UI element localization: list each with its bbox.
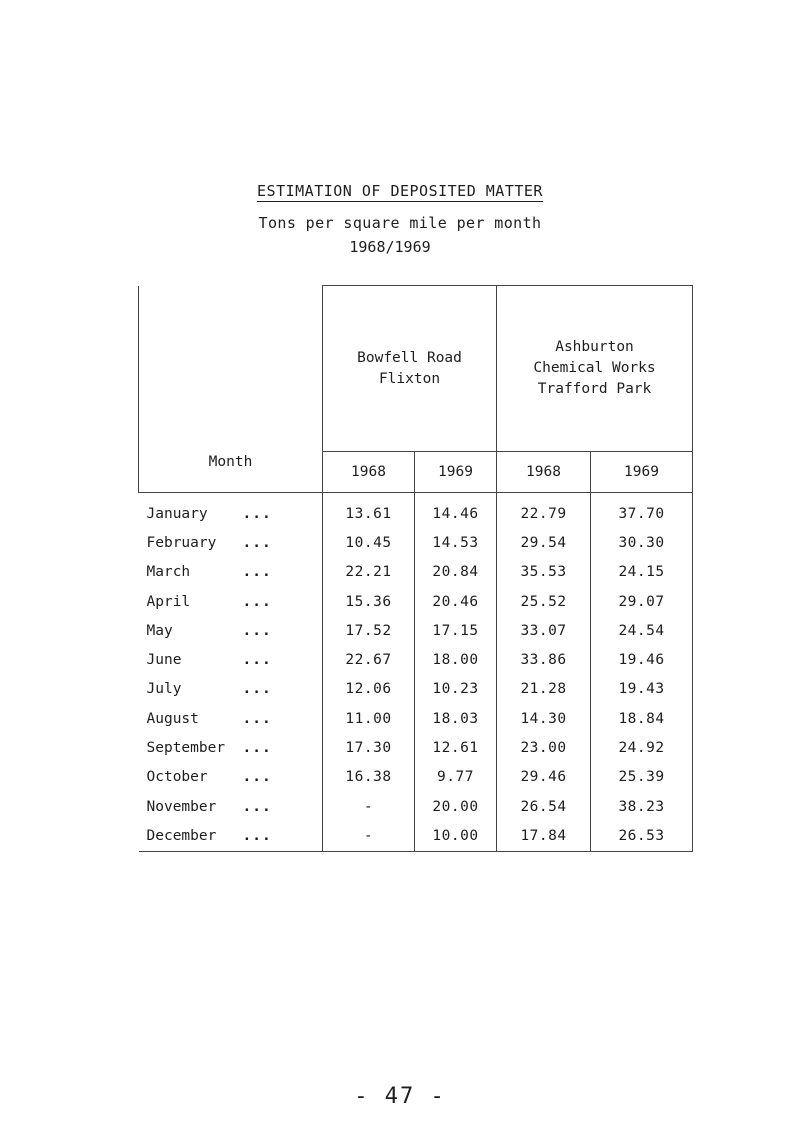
leader-dots: ... bbox=[242, 652, 272, 669]
month-name: November bbox=[146, 798, 217, 815]
month-gap bbox=[216, 828, 242, 844]
value-cell: 17.30 bbox=[323, 733, 415, 762]
month-name: June bbox=[146, 652, 182, 669]
value-cell: 18.00 bbox=[415, 645, 497, 674]
table-row bbox=[139, 558, 693, 587]
value-cell: 22.21 bbox=[323, 558, 415, 587]
value-cell: 18.03 bbox=[415, 704, 497, 733]
value-cell: 38.23 bbox=[591, 792, 693, 821]
month-column-header: Month bbox=[139, 286, 323, 493]
value-cell: 19.46 bbox=[591, 645, 693, 674]
deposited-matter-table bbox=[138, 285, 693, 852]
month-gap bbox=[190, 564, 242, 580]
month-name: February bbox=[146, 534, 217, 551]
year-header: 1969 bbox=[591, 452, 693, 493]
year-header: 1969 bbox=[415, 452, 497, 493]
group-header-line: Chemical Works bbox=[533, 360, 656, 376]
leader-dots: ... bbox=[242, 769, 272, 786]
value-cell: 25.39 bbox=[591, 763, 693, 792]
leader-dots: ... bbox=[242, 798, 272, 815]
value-cell: 13.61 bbox=[323, 493, 415, 529]
month-name: January bbox=[146, 505, 208, 522]
document-years: 1968/1969 bbox=[349, 238, 431, 256]
value-cell: 14.46 bbox=[415, 493, 497, 529]
table-row bbox=[139, 763, 693, 792]
value-cell: 29.07 bbox=[591, 587, 693, 616]
document-subtitle: Tons per square mile per month bbox=[258, 214, 542, 232]
table-row bbox=[139, 675, 693, 704]
value-cell: 29.54 bbox=[497, 528, 591, 557]
month-cell bbox=[139, 704, 323, 733]
month-name: May bbox=[146, 622, 173, 639]
document-title bbox=[0, 182, 800, 200]
value-cell: 35.53 bbox=[497, 558, 591, 587]
month-cell bbox=[139, 528, 323, 557]
leader-dots: ... bbox=[242, 681, 272, 698]
month-gap bbox=[190, 594, 242, 610]
value-cell: 16.38 bbox=[323, 763, 415, 792]
value-cell: 29.46 bbox=[497, 763, 591, 792]
table-row bbox=[139, 645, 693, 674]
table-row bbox=[139, 792, 693, 821]
month-cell bbox=[139, 558, 323, 587]
value-cell: 9.77 bbox=[415, 763, 497, 792]
leader-dots: ... bbox=[242, 505, 272, 522]
table-body bbox=[139, 493, 693, 852]
value-cell: 20.00 bbox=[415, 792, 497, 821]
value-cell: 12.61 bbox=[415, 733, 497, 762]
value-cell: 19.43 bbox=[591, 675, 693, 704]
value-cell: 24.92 bbox=[591, 733, 693, 762]
month-cell bbox=[139, 763, 323, 792]
month-name: September bbox=[146, 740, 226, 757]
month-cell bbox=[139, 587, 323, 616]
month-name: July bbox=[146, 681, 182, 698]
group-header-line: Ashburton bbox=[555, 339, 634, 355]
value-cell: 22.67 bbox=[323, 645, 415, 674]
month-gap bbox=[208, 769, 243, 785]
month-cell bbox=[139, 821, 323, 851]
leader-dots: ... bbox=[242, 827, 272, 844]
value-cell: 26.54 bbox=[497, 792, 591, 821]
leader-dots: ... bbox=[242, 740, 272, 757]
value-cell: 21.28 bbox=[497, 675, 591, 704]
group-header-line: Bowfell Road bbox=[357, 349, 462, 366]
value-cell: 33.86 bbox=[497, 645, 591, 674]
month-cell bbox=[139, 493, 323, 529]
month-gap bbox=[225, 740, 242, 756]
year-header: 1968 bbox=[497, 452, 591, 493]
year-header: 1968 bbox=[323, 452, 415, 493]
value-cell: 23.00 bbox=[497, 733, 591, 762]
leader-dots: ... bbox=[242, 710, 272, 727]
value-cell: 37.70 bbox=[591, 493, 693, 529]
page-number: - 47 - bbox=[354, 1084, 446, 1109]
value-cell: 30.30 bbox=[591, 528, 693, 557]
value-cell: 12.06 bbox=[323, 675, 415, 704]
month-name: December bbox=[146, 827, 217, 844]
month-gap bbox=[208, 506, 243, 522]
leader-dots: ... bbox=[242, 593, 272, 610]
table-row bbox=[139, 733, 693, 762]
value-cell: 14.30 bbox=[497, 704, 591, 733]
table-row bbox=[139, 528, 693, 557]
value-cell: - bbox=[323, 821, 415, 851]
table-row bbox=[139, 616, 693, 645]
value-cell: 14.53 bbox=[415, 528, 497, 557]
value-cell: 24.15 bbox=[591, 558, 693, 587]
month-cell bbox=[139, 733, 323, 762]
month-cell bbox=[139, 792, 323, 821]
value-cell: 26.53 bbox=[591, 821, 693, 851]
month-gap bbox=[173, 623, 243, 639]
value-cell: 17.15 bbox=[415, 616, 497, 645]
value-cell: 10.45 bbox=[323, 528, 415, 557]
value-cell: 22.79 bbox=[497, 493, 591, 529]
month-name: April bbox=[146, 593, 191, 610]
month-cell bbox=[139, 675, 323, 704]
value-cell: 10.23 bbox=[415, 675, 497, 704]
value-cell: 25.52 bbox=[497, 587, 591, 616]
value-cell: 15.36 bbox=[323, 587, 415, 616]
month-name: October bbox=[146, 769, 208, 786]
table-row bbox=[139, 821, 693, 851]
leader-dots: ... bbox=[242, 622, 272, 639]
leader-dots: ... bbox=[242, 534, 272, 551]
month-cell bbox=[139, 616, 323, 645]
value-cell: 24.54 bbox=[591, 616, 693, 645]
table-row bbox=[139, 704, 693, 733]
month-name: August bbox=[146, 710, 199, 727]
month-gap bbox=[181, 652, 242, 668]
value-cell: 17.84 bbox=[497, 821, 591, 851]
month-gap bbox=[181, 681, 242, 697]
group-header-ashburton bbox=[497, 286, 693, 452]
month-gap bbox=[216, 799, 242, 815]
table-row bbox=[139, 493, 693, 529]
month-gap bbox=[216, 535, 242, 551]
value-cell: 33.07 bbox=[497, 616, 591, 645]
value-cell: 20.46 bbox=[415, 587, 497, 616]
document-title-text: ESTIMATION OF DEPOSITED MATTER bbox=[257, 182, 543, 200]
value-cell: - bbox=[323, 792, 415, 821]
month-cell bbox=[139, 645, 323, 674]
month-gap bbox=[199, 711, 243, 727]
group-header-bowfell-road bbox=[323, 286, 497, 452]
value-cell: 11.00 bbox=[323, 704, 415, 733]
month-name: March bbox=[146, 564, 191, 581]
value-cell: 17.52 bbox=[323, 616, 415, 645]
value-cell: 10.00 bbox=[415, 821, 497, 851]
leader-dots: ... bbox=[242, 564, 272, 581]
value-cell: 18.84 bbox=[591, 704, 693, 733]
value-cell: 20.84 bbox=[415, 558, 497, 587]
table-row bbox=[139, 587, 693, 616]
group-header-line: Trafford Park bbox=[537, 381, 652, 397]
group-header-line: Flixton bbox=[378, 370, 441, 387]
